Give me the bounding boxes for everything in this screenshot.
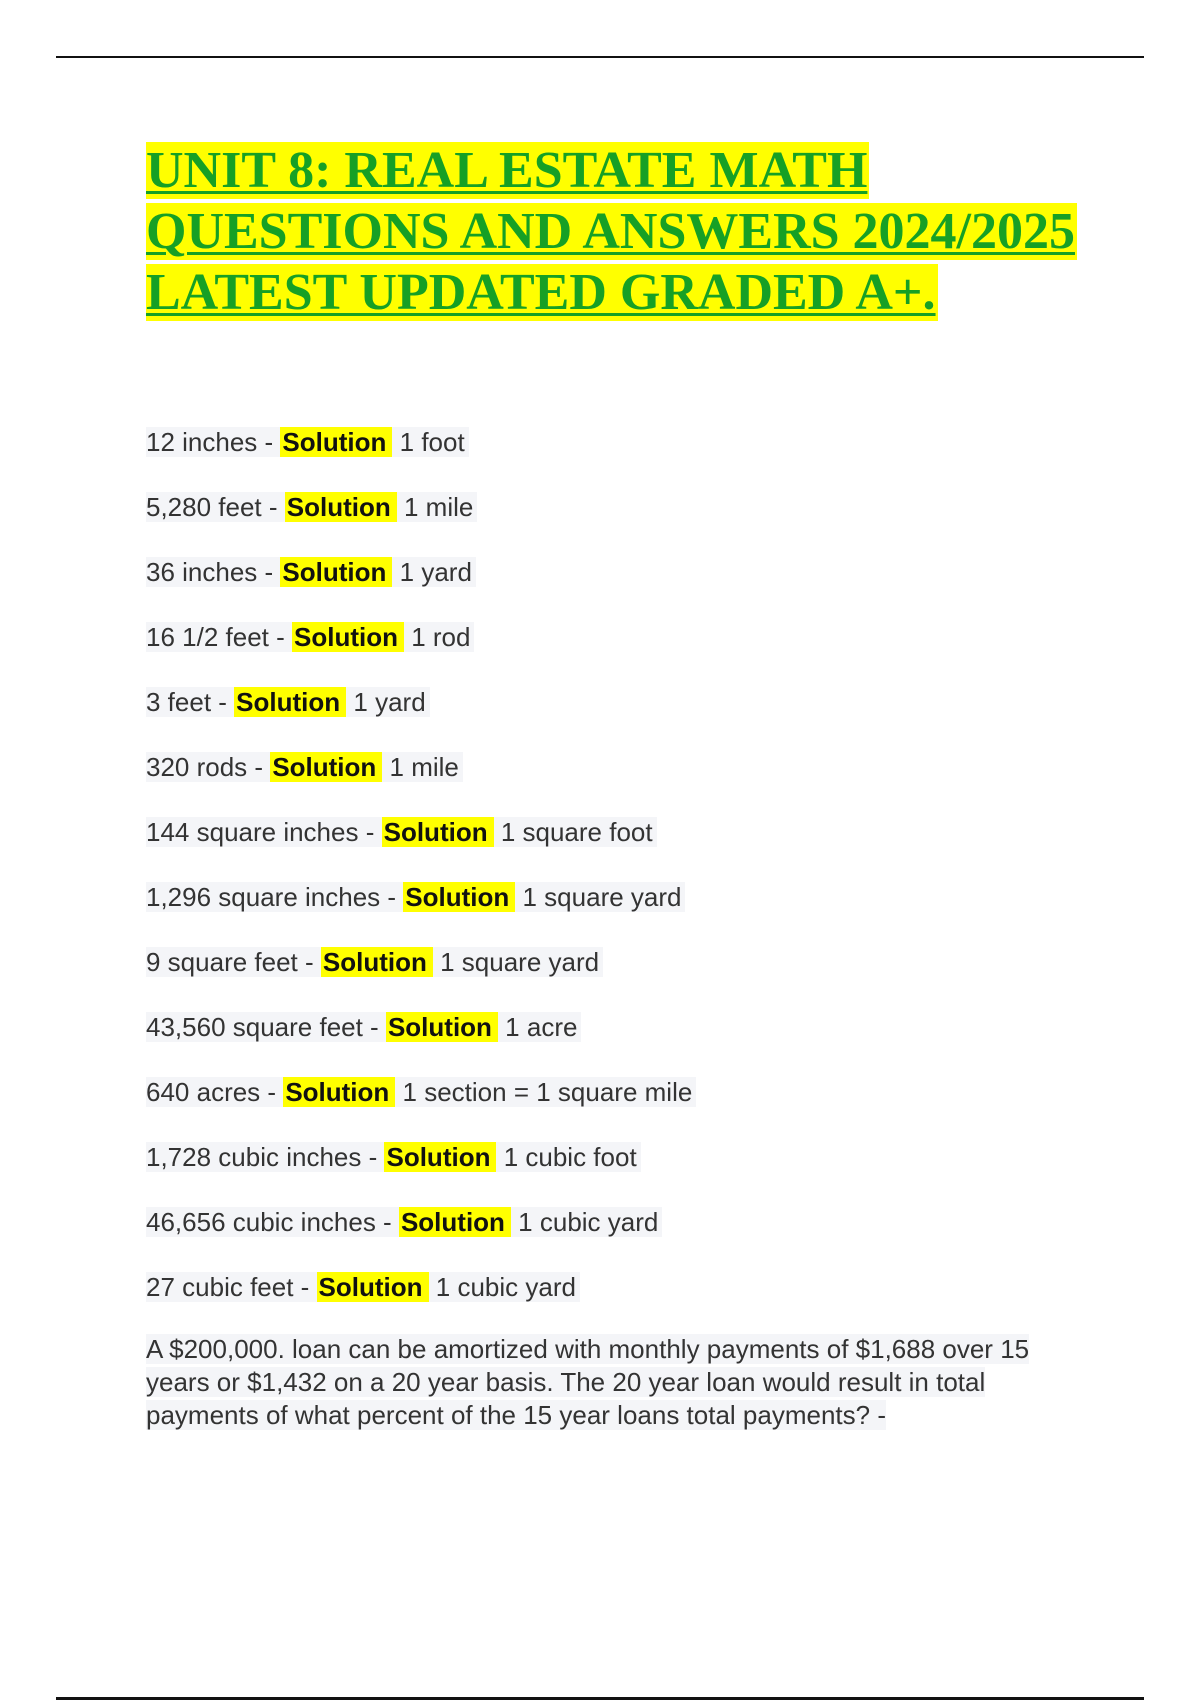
qa-answer: 1 square foot <box>500 817 653 847</box>
qa-item <box>146 1205 662 1239</box>
qa-question: 144 square inches - <box>146 817 375 847</box>
qa-question: 16 1/2 feet - <box>146 622 285 652</box>
solution-label: Solution <box>384 1142 496 1172</box>
qa-answer: 1 rod <box>411 622 471 652</box>
qa-item <box>146 1010 581 1044</box>
solution-label: Solution <box>283 1077 395 1107</box>
qa-answer: 1 cubic foot <box>503 1142 637 1172</box>
qa-question: 640 acres - <box>146 1077 277 1107</box>
solution-label: Solution <box>399 1207 511 1237</box>
qa-answer: 1 square yard <box>522 882 682 912</box>
qa-answer: 1 foot <box>399 427 465 457</box>
solution-label: Solution <box>317 1272 429 1302</box>
qa-item <box>146 945 603 979</box>
qa-item <box>146 815 657 849</box>
qa-question: 12 inches - <box>146 427 274 457</box>
qa-item <box>146 1270 580 1304</box>
qa-item <box>146 1140 641 1174</box>
qa-question: 5,280 feet - <box>146 492 278 522</box>
final-question-text: A $200,000. loan can be amortized with monthly payments of $1,688 over 15 years or $1,432 on a 20 year basis. The 20 year loan would result in total payments of what percent of the 15 year loans total payments? - <box>146 1334 1030 1430</box>
qa-question: 43,560 square feet - <box>146 1012 379 1042</box>
qa-item <box>146 555 476 589</box>
solution-label: Solution <box>234 687 346 717</box>
qa-answer: 1 cubic yard <box>518 1207 659 1237</box>
qa-answer: 1 yard <box>399 557 472 587</box>
qa-answer: 1 yard <box>353 687 426 717</box>
qa-item <box>146 490 477 524</box>
solution-label: Solution <box>285 492 397 522</box>
qa-answer: 1 mile <box>389 752 459 782</box>
solution-label: Solution <box>382 817 494 847</box>
solution-label: Solution <box>280 557 392 587</box>
title-line-2: QUESTIONS AND ANSWERS 2024/2025 <box>146 203 1075 260</box>
qa-question: 1,296 square inches - <box>146 882 397 912</box>
qa-question: 46,656 cubic inches - <box>146 1207 392 1237</box>
qa-question: 36 inches - <box>146 557 274 587</box>
qa-question: 9 square feet - <box>146 947 314 977</box>
qa-question: 27 cubic feet - <box>146 1272 310 1302</box>
qa-item <box>146 1075 696 1109</box>
qa-item <box>146 620 474 654</box>
document-title <box>146 140 1106 323</box>
qa-item <box>146 750 463 784</box>
qa-item <box>146 685 430 719</box>
qa-question: 1,728 cubic inches - <box>146 1142 378 1172</box>
qa-answer: 1 square yard <box>440 947 600 977</box>
qa-item <box>146 425 469 459</box>
qa-answer: 1 acre <box>505 1012 578 1042</box>
title-line-3: LATEST UPDATED GRADED A+. <box>146 264 936 321</box>
qa-answer: 1 cubic yard <box>435 1272 576 1302</box>
solution-label: Solution <box>403 882 515 912</box>
final-question <box>146 1333 1086 1432</box>
qa-question: 320 rods - <box>146 752 264 782</box>
header-rule <box>56 56 1144 58</box>
qa-answer: 1 mile <box>404 492 474 522</box>
title-line-1: UNIT 8: REAL ESTATE MATH <box>146 142 868 199</box>
solution-label: Solution <box>292 622 404 652</box>
solution-label: Solution <box>386 1012 498 1042</box>
solution-label: Solution <box>280 427 392 457</box>
solution-label: Solution <box>321 947 433 977</box>
solution-label: Solution <box>270 752 382 782</box>
qa-item <box>146 880 685 914</box>
qa-answer: 1 section = 1 square mile <box>402 1077 693 1107</box>
qa-question: 3 feet - <box>146 687 227 717</box>
